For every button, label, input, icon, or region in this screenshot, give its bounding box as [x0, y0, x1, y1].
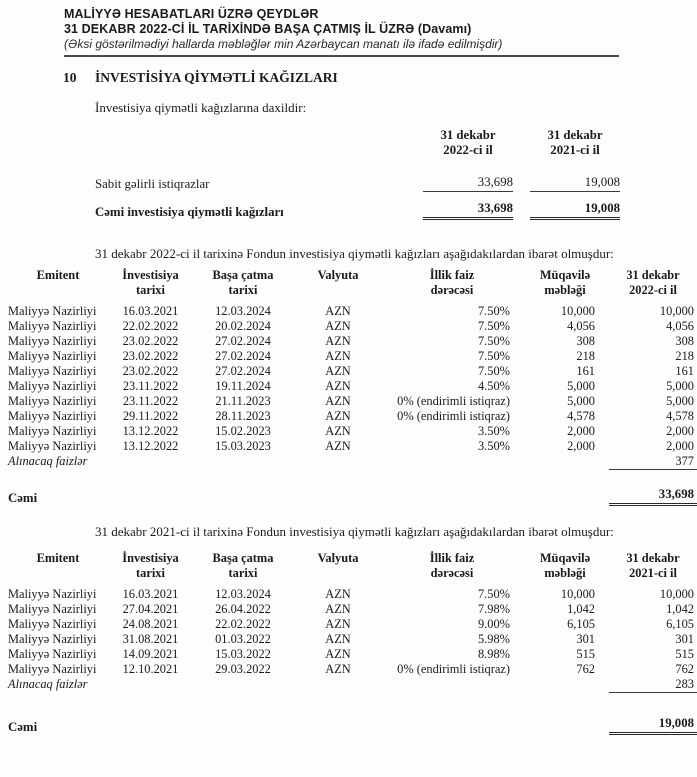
cell-currency: AZN [325, 602, 351, 616]
cell-maturity-date: 19.11.2024 [215, 378, 271, 393]
col-header-invest-date: İnvestisiya tarixi [122, 267, 179, 297]
cell-invest-date: 22.02.2022 [122, 318, 179, 333]
cell-currency: AZN [325, 303, 351, 318]
cell-currency: AZN [325, 423, 351, 438]
cell-contract: 5,000 [567, 393, 595, 408]
cell-amount: 4,578 [666, 408, 694, 423]
cell-invest-date: 14.09.2021 [122, 647, 179, 661]
cell-rate: 7.50% [477, 348, 510, 363]
table-row [8, 409, 697, 424]
summary-total-row [95, 201, 620, 220]
col-header-invest-date: İnvestisiya tarixi [122, 551, 179, 580]
cell-amount: 6,105 [666, 617, 694, 631]
cell-maturity-date: 27.02.2024 [215, 333, 271, 348]
col-header-currency: Valyuta [317, 551, 359, 565]
table-row [8, 349, 697, 364]
cell-contract: 4,578 [567, 408, 595, 423]
cell-emitent: Maliyyə Nazirliyi [8, 587, 97, 601]
table-row [8, 662, 697, 677]
cell-contract: 762 [576, 662, 595, 676]
table-row [8, 364, 697, 379]
cell-contract: 308 [576, 333, 595, 348]
cell-currency: AZN [325, 632, 351, 646]
accrued-interest-row-2021 [8, 677, 697, 693]
cell-maturity-date: 28.11.2023 [215, 408, 271, 423]
cell-emitent: Maliyyə Nazirliyi [8, 408, 97, 423]
cell-currency: AZN [325, 318, 351, 333]
cell-maturity-date: 27.02.2024 [215, 348, 271, 363]
cell-contract: 6,105 [567, 617, 595, 631]
cell-emitent: Maliyyə Nazirliyi [8, 333, 97, 348]
total-value: 19,008 [609, 716, 697, 735]
intro-text: İnvestisiya qiymətli kağızlarına daxildir: [95, 100, 307, 115]
summary-total-value-2022: 33,698 [423, 201, 513, 220]
cell-invest-date: 23.11.2022 [122, 393, 179, 408]
cell-contract: 161 [576, 363, 595, 378]
table-row [8, 379, 697, 394]
cell-emitent: Maliyyə Nazirliyi [8, 348, 97, 363]
cell-amount: 4,056 [666, 318, 694, 333]
col-header-contract: Müqavilə məbləği [539, 551, 591, 580]
cell-currency: AZN [325, 378, 351, 393]
col-header-maturity-date: Başa çatma tarixi [212, 267, 274, 297]
cell-rate: 8.98% [477, 647, 510, 661]
header-currency-note: (Əksi göstərilmədiyi hallarda məbləğlər min Azərbaycan manatı ilə ifadə edilmişdir) [64, 37, 503, 51]
accrued-label: Alınacaq faizlər [8, 453, 88, 468]
cell-invest-date: 23.11.2022 [122, 378, 179, 393]
cell-contract: 10,000 [560, 587, 595, 601]
col-header-emitent: Emitent [36, 551, 80, 565]
cell-maturity-date: 27.02.2024 [215, 363, 271, 378]
table-row [8, 617, 697, 632]
table-row [8, 304, 697, 319]
cell-emitent: Maliyyə Nazirliyi [8, 632, 97, 646]
col-header-contract: Müqavilə məbləği [539, 267, 591, 297]
table-2022-rows [8, 304, 697, 454]
cell-contract: 218 [576, 348, 595, 363]
cell-amount: 301 [675, 632, 694, 646]
cell-invest-date: 29.11.2022 [122, 408, 179, 423]
cell-invest-date: 31.08.2021 [122, 632, 179, 646]
section-number: 10 [63, 70, 77, 85]
cell-maturity-date: 26.04.2022 [215, 602, 271, 616]
cell-rate: 7.50% [477, 587, 510, 601]
cell-amount: 10,000 [659, 303, 694, 318]
table-row [8, 424, 697, 439]
cell-rate: 3.50% [477, 423, 510, 438]
cell-rate: 9.00% [477, 617, 510, 631]
cell-emitent: Maliyyə Nazirliyi [8, 378, 97, 393]
summary-header-row [95, 128, 620, 158]
accrued-label: Alınacaq faizlər [8, 677, 88, 691]
cell-rate: 7.50% [477, 363, 510, 378]
cell-emitent: Maliyyə Nazirliyi [8, 363, 97, 378]
accrued-interest-row-2022 [8, 454, 697, 470]
cell-maturity-date: 12.03.2024 [215, 303, 271, 318]
col-header-maturity-date: Başa çatma tarixi [212, 551, 274, 580]
cell-maturity-date: 21.11.2023 [215, 393, 271, 408]
summary-total-value-2021: 19,008 [530, 201, 620, 220]
cell-emitent: Maliyyə Nazirliyi [8, 647, 97, 661]
cell-rate: 0% (endirimli istiqraz) [397, 662, 510, 676]
total-label: Cəmi [8, 720, 38, 734]
cell-amount: 2,000 [666, 423, 694, 438]
cell-invest-date: 23.02.2022 [122, 348, 179, 363]
cell-amount: 1,042 [666, 602, 694, 616]
table-row [8, 632, 697, 647]
table-row [8, 587, 697, 602]
cell-amount: 5,000 [666, 378, 694, 393]
cell-maturity-date: 01.03.2022 [215, 632, 271, 646]
document-header [64, 7, 619, 57]
summary-row-value-2022: 33,698 [423, 175, 513, 192]
cell-rate: 3.50% [477, 438, 510, 453]
cell-contract: 2,000 [567, 423, 595, 438]
cell-maturity-date: 15.03.2022 [215, 647, 271, 661]
col-header-amount-2021: 31 dekabr 2021-ci il [626, 551, 680, 580]
financial-notes-page [0, 7, 697, 777]
cell-rate: 5.98% [477, 632, 510, 646]
paragraph-2021: 31 dekabr 2021-ci il tarixinə Fondun investisiya qiymətli kağızları aşağıdakılardan ibarət olmuşdur: [95, 523, 614, 539]
table-row [8, 439, 697, 454]
cell-amount: 218 [675, 348, 694, 363]
cell-currency: AZN [325, 662, 351, 676]
paragraph-2022: 31 dekabr 2022-ci il tarixinə Fondun investisiya qiymətli kağızları aşağıdakılardan ibarət olmuşdur: [95, 246, 614, 261]
cell-maturity-date: 15.02.2023 [215, 423, 271, 438]
cell-emitent: Maliyyə Nazirliyi [8, 423, 97, 438]
cell-invest-date: 24.08.2021 [122, 617, 179, 631]
cell-invest-date: 27.04.2021 [122, 602, 179, 616]
cell-invest-date: 13.12.2022 [122, 423, 179, 438]
cell-currency: AZN [325, 393, 351, 408]
cell-maturity-date: 22.02.2022 [215, 617, 271, 631]
cell-currency: AZN [325, 408, 351, 423]
cell-amount: 762 [675, 662, 694, 676]
cell-contract: 5,000 [567, 378, 595, 393]
col-header-rate: İllik faiz dərəcəsi [429, 551, 475, 580]
cell-contract: 4,056 [567, 318, 595, 333]
total-value: 33,698 [609, 487, 697, 506]
cell-contract: 10,000 [560, 303, 595, 318]
cell-invest-date: 23.02.2022 [122, 333, 179, 348]
total-row-2021 [8, 716, 697, 735]
table-2021-rows [8, 587, 697, 677]
cell-currency: AZN [325, 438, 351, 453]
table-row [8, 319, 697, 334]
cell-emitent: Maliyyə Nazirliyi [8, 617, 97, 631]
table-row [8, 334, 697, 349]
col-header-currency: Valyuta [317, 267, 359, 282]
cell-rate: 0% (endirimli istiqraz) [397, 393, 510, 408]
cell-contract: 301 [576, 632, 595, 646]
cell-rate: 7.50% [477, 333, 510, 348]
cell-amount: 10,000 [659, 587, 694, 601]
cell-rate: 0% (endirimli istiqraz) [397, 408, 510, 423]
cell-contract: 1,042 [567, 602, 595, 616]
cell-contract: 515 [576, 647, 595, 661]
summary-col-2022: 31 dekabr 2022-ci il [440, 128, 496, 157]
total-row-2022 [8, 487, 697, 506]
cell-emitent: Maliyyə Nazirliyi [8, 602, 97, 616]
section-heading [63, 70, 697, 86]
cell-amount: 2,000 [666, 438, 694, 453]
summary-col-2021: 31 dekabr 2021-ci il [547, 128, 603, 157]
investments-table-2021 [8, 551, 697, 693]
cell-currency: AZN [325, 587, 351, 601]
section-title: İNVESTİSİYA QİYMƏTLİ KAĞIZLARI [95, 70, 338, 85]
summary-rows [95, 175, 620, 192]
cell-amount: 515 [675, 647, 694, 661]
table-row [8, 394, 697, 409]
investments-table-2022 [8, 268, 697, 470]
col-header-rate: İllik faiz dərəcəsi [429, 267, 475, 297]
cell-emitent: Maliyyə Nazirliyi [8, 393, 97, 408]
cell-emitent: Maliyyə Nazirliyi [8, 438, 97, 453]
summary-table [95, 128, 620, 220]
cell-rate: 7.50% [477, 303, 510, 318]
cell-maturity-date: 20.02.2024 [215, 318, 271, 333]
summary-row-value-2021: 19,008 [530, 175, 620, 192]
cell-amount: 308 [675, 333, 694, 348]
summary-row-label: Sabit gəlirli istiqrazlar [95, 177, 210, 191]
header-title: MALİYYƏ HESABATLARI ÜZRƏ QEYDLƏR [64, 7, 319, 21]
cell-invest-date: 16.03.2021 [122, 303, 179, 318]
cell-currency: AZN [325, 348, 351, 363]
cell-currency: AZN [325, 333, 351, 348]
cell-currency: AZN [325, 647, 351, 661]
table-row [8, 602, 697, 617]
summary-total-label: Cəmi investisiya qiymətli kağızları [95, 205, 284, 219]
accrued-value: 283 [609, 677, 697, 693]
cell-emitent: Maliyyə Nazirliyi [8, 303, 97, 318]
cell-maturity-date: 15.03.2023 [215, 438, 271, 453]
cell-rate: 7.50% [477, 318, 510, 333]
cell-invest-date: 13.12.2022 [122, 438, 179, 453]
table-row [8, 647, 697, 662]
cell-contract: 2,000 [567, 438, 595, 453]
col-header-emitent: Emitent [36, 267, 80, 282]
cell-maturity-date: 29.03.2022 [215, 662, 271, 676]
cell-amount: 161 [675, 363, 694, 378]
table-2022-header-row [8, 268, 697, 298]
cell-rate: 7.98% [477, 602, 510, 616]
cell-invest-date: 23.02.2022 [122, 363, 179, 378]
table-2021-header-row [8, 551, 697, 581]
cell-currency: AZN [325, 617, 351, 631]
cell-invest-date: 12.10.2021 [122, 662, 179, 676]
cell-currency: AZN [325, 363, 351, 378]
cell-emitent: Maliyyə Nazirliyi [8, 318, 97, 333]
cell-maturity-date: 12.03.2024 [215, 587, 271, 601]
cell-invest-date: 16.03.2021 [122, 587, 179, 601]
accrued-value: 377 [609, 454, 697, 470]
cell-emitent: Maliyyə Nazirliyi [8, 662, 97, 676]
cell-amount: 5,000 [666, 393, 694, 408]
col-header-amount-2022: 31 dekabr 2022-ci il [626, 267, 680, 297]
summary-row [95, 175, 620, 192]
cell-rate: 4.50% [477, 378, 510, 393]
header-period: 31 DEKABR 2022-Cİ İL TARİXİNDƏ BAŞA ÇATMIŞ İL ÜZRƏ (Davamı) [64, 22, 472, 36]
total-label: Cəmi [8, 490, 38, 505]
